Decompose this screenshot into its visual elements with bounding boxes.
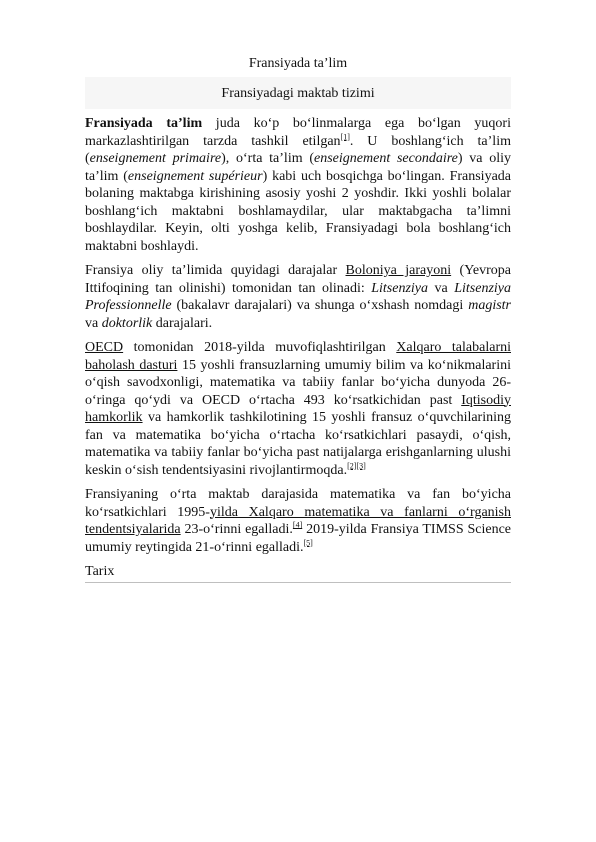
reference-4-link[interactable]: [4] [292,520,303,530]
p3-text-3: va hamkorlik tashkilotining 15 yoshli fransuz o‘quvchilarining fan va matematika bo‘yicha o‘rtacha ko‘rsatkichlari pasaydi, o‘qish, matematika va tabiiy fanlar bo‘yicha past natijalarga erishganlarning ulushi keskin o‘sish tendentsiyasini rivojlantirmoqda. [85,410,511,478]
bologna-process-link[interactable]: Boloniya jarayoni [345,263,452,278]
timss-link[interactable]: yilda Xalqaro matematika va fanlarni o‘rganish tendentsiyalarida [85,504,511,537]
economic-cooperation-link[interactable]: Iqtisodiy hamkorlik [85,392,511,425]
term-superieur: enseignement supérieur [127,168,263,184]
p1-text-4: ) va oliy ta’lim ( [85,151,511,184]
image-caption [85,77,511,109]
p1-text-3: ), o‘rta ta’lim ( [221,151,315,166]
p1-text-2: . U boshlang‘ich ta’lim ( [85,133,511,166]
intro-paragraph [85,115,511,255]
caption-text: Fransiyadagi maktab tizimi [221,86,375,101]
section-heading-tarix: Tarix [85,563,511,583]
pisa-paragraph [85,339,511,479]
term-primary: enseignement primaire [89,151,222,166]
term-secondary: enseignement secondaire [314,151,458,166]
p1-text-5: ) kabi uch bosqichga bo‘lingan. Fransiyada bolaning maktabga kirishining asosiy yoshi 2 yoshdir. Ikki yoshli bolalar boshlang‘ich maktabni boshlamaydilar, ular maktabgacha ta’limni boshlaydilar. Keyin, olti yoshga kelib, Fransiyadagi bola boshlang‘ich maktabni boshlaydi. [85,168,511,254]
article [85,55,511,583]
term-licence-pro: Litsenziya Professionnelle [85,280,511,313]
reference-1-link[interactable]: [1] [340,131,350,141]
degrees-paragraph [85,262,511,332]
term-magistr: magistr [468,298,511,313]
oecd-link[interactable]: OECD [85,340,124,355]
p3-text-1: tomonidan 2018-yilda muvofiqlashtirilgan [123,340,397,355]
timss-paragraph [85,486,511,556]
p2-text-1: Fransiya oliy ta’limida quyidagi darajalar [85,263,346,278]
term-licence: Litsenziya [371,280,429,296]
page-title: Fransiyada ta’lim [248,56,348,71]
pisa-link[interactable]: Xalqaro talabalarni baholash dasturi [85,340,511,373]
p4-text-3: 2019-yilda Fransiya TIMSS Science umumiy reytingida 21-o‘rinni egalladi. [85,522,511,555]
p4-text-1: Fransiyaning o‘rta maktab darajasida matematika va fan bo‘yicha ko‘rsatkichlari 1995- [85,487,511,520]
p2-text-2: (Yevropa Ittifoqining tan olinishi) tomonidan tan olinadi: [85,263,511,296]
reference-5-link[interactable]: [5] [303,537,313,547]
reference-2-link[interactable]: [2] [347,460,357,470]
term-doktorlik: doktorlik [101,315,153,331]
p2-text-4: (bakalavr darajalari) va shunga o‘xshash nomdagi [171,298,469,313]
p2-text-5: va [85,315,102,331]
p4-text-2: 23-o‘rinni egalladi. [180,522,293,537]
p2-text-3: va [428,280,455,296]
p1-text-1: juda ko‘p bo‘linmalarga ega bo‘lgan yuqori markazlashtirilgan tarzda tashkil etilgan [85,116,511,149]
p3-text-2: 15 yoshli fransuzlarning umumiy bilim va ko‘nikmalarini o‘qish savodxonligi, matematika va tabiiy fanlar bo‘yicha dunyoda 26-o‘ringa qo‘ydi va OECD o‘rtacha 493 ko‘rsatkichidan past [85,357,511,408]
p2-text-6: darajalari. [152,315,213,331]
reference-3-link[interactable]: [3] [356,460,366,470]
bold-term: Fransiyada ta’lim [85,116,203,131]
